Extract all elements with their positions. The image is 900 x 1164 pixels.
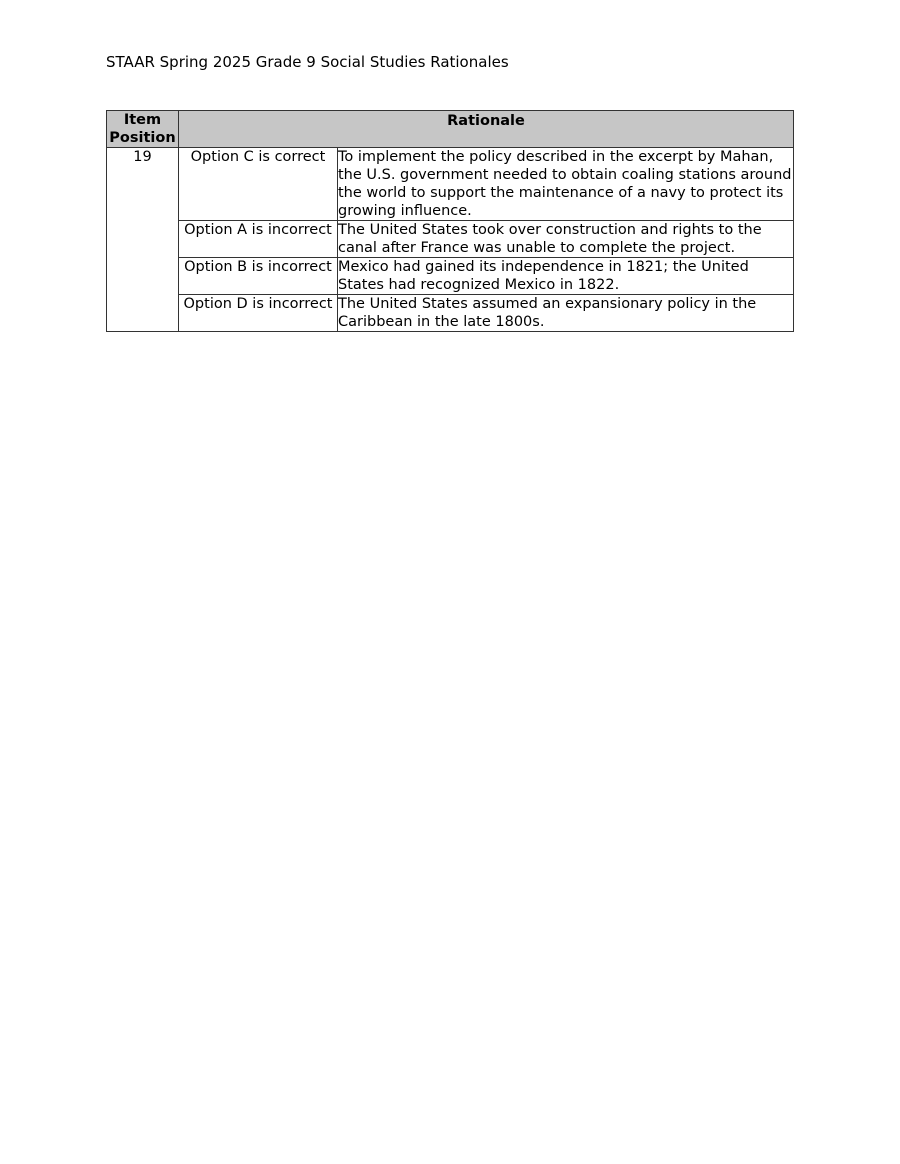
option-label: Option A is incorrect [179,221,338,258]
rationale-text: The United States assumed an expansionary policy in the Caribbean in the late 1800s. [338,295,794,332]
item-position-cell: 19 [107,148,179,332]
table-row [107,258,794,295]
item-header-line1: Item [123,112,162,128]
rationale-header [179,111,794,148]
table-row [107,221,794,258]
option-label: Option C is correct [179,148,338,221]
rationale-header-label: Rationale [447,113,525,129]
rationale-table [106,110,794,332]
table-row [107,148,794,221]
page-header: STAAR Spring 2025 Grade 9 Social Studies Rationales [106,53,509,71]
table-row [107,295,794,332]
option-label: Option D is incorrect [179,295,338,332]
rationale-text: The United States took over construction and rights to the canal after France was unable to complete the project. [338,221,794,258]
item-header-line2: Position [109,130,176,146]
item-position-header [107,111,179,148]
option-label: Option B is incorrect [179,258,338,295]
rationale-text: To implement the policy described in the excerpt by Mahan, the U.S. government needed to obtain coaling stations around the world to support the maintenance of a navy to protect its growing influence. [338,149,792,219]
rationale-text: Mexico had gained its independence in 1821; the United States had recognized Mexico in 1822. [338,258,794,295]
table-header-row [107,111,794,148]
